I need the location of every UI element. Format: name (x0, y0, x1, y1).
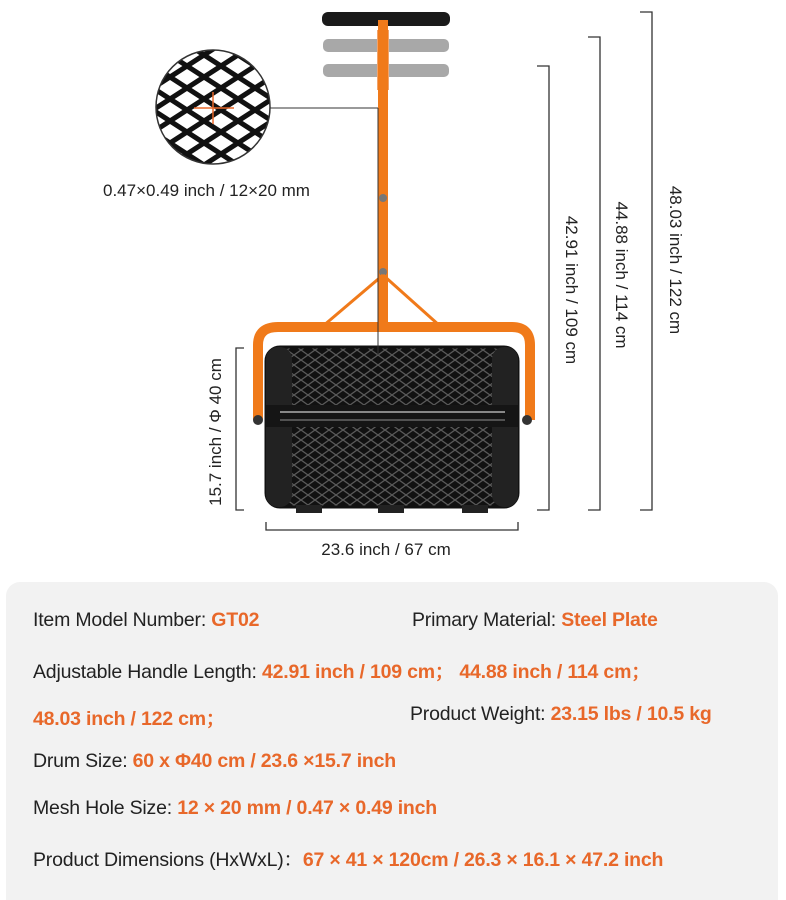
handle-long-dimension: 48.03 inch / 122 cm (666, 185, 685, 335)
spec-dimensions-label: Product Dimensions (HxWxL)： (33, 849, 303, 871)
spec-weight-label: Product Weight: (410, 703, 551, 725)
handle-mid-dimension: 44.88 inch / 114 cm (612, 201, 631, 349)
spec-mesh-size (33, 797, 437, 820)
mesh-size-label: 0.47×0.49 inch / 12×20 mm (103, 181, 310, 200)
spec-dimensions-value: 67 × 41 × 120cm / 26.3 × 16.1 × 47.2 inch (302, 849, 664, 871)
spec-model (33, 609, 259, 632)
spec-handle-length-value-1: 42.91 inch / 109 cm； 44.88 inch / 114 cm； (261, 661, 651, 683)
spec-dimensions (33, 844, 663, 872)
drum-diameter-dimension: 15.7 inch / Φ 40 cm (206, 358, 225, 506)
drum-width-dimension: 23.6 inch / 67 cm (321, 540, 451, 559)
spec-handle-length-label: Adjustable Handle Length: (33, 661, 262, 683)
spec-model-label: Item Model Number: (33, 609, 212, 631)
spec-handle-length-value-2: 48.03 inch / 122 cm； (33, 708, 226, 730)
handle-short-dimension: 42.91 inch / 109 cm (562, 215, 581, 365)
spec-weight (410, 703, 712, 726)
spec-mesh-size-label: Mesh Hole Size: (33, 797, 178, 819)
spec-handle-length (33, 656, 651, 684)
spec-material-value: Steel Plate (561, 609, 658, 631)
spec-drum-size-label: Drum Size: (33, 750, 133, 772)
drum (266, 347, 518, 513)
spec-handle-length-cont (33, 703, 225, 731)
spec-drum-size-value: 60 x Φ40 cm / 23.6 ×15.7 inch (132, 750, 396, 772)
spec-model-value: GT02 (211, 609, 260, 631)
spec-mesh-size-value: 12 × 20 mm / 0.47 × 0.49 inch (177, 797, 437, 819)
spec-material-label: Primary Material: (412, 609, 562, 631)
spec-drum-size (33, 750, 396, 773)
spec-weight-value: 23.15 lbs / 10.5 kg (550, 703, 712, 725)
spec-material (412, 609, 658, 632)
